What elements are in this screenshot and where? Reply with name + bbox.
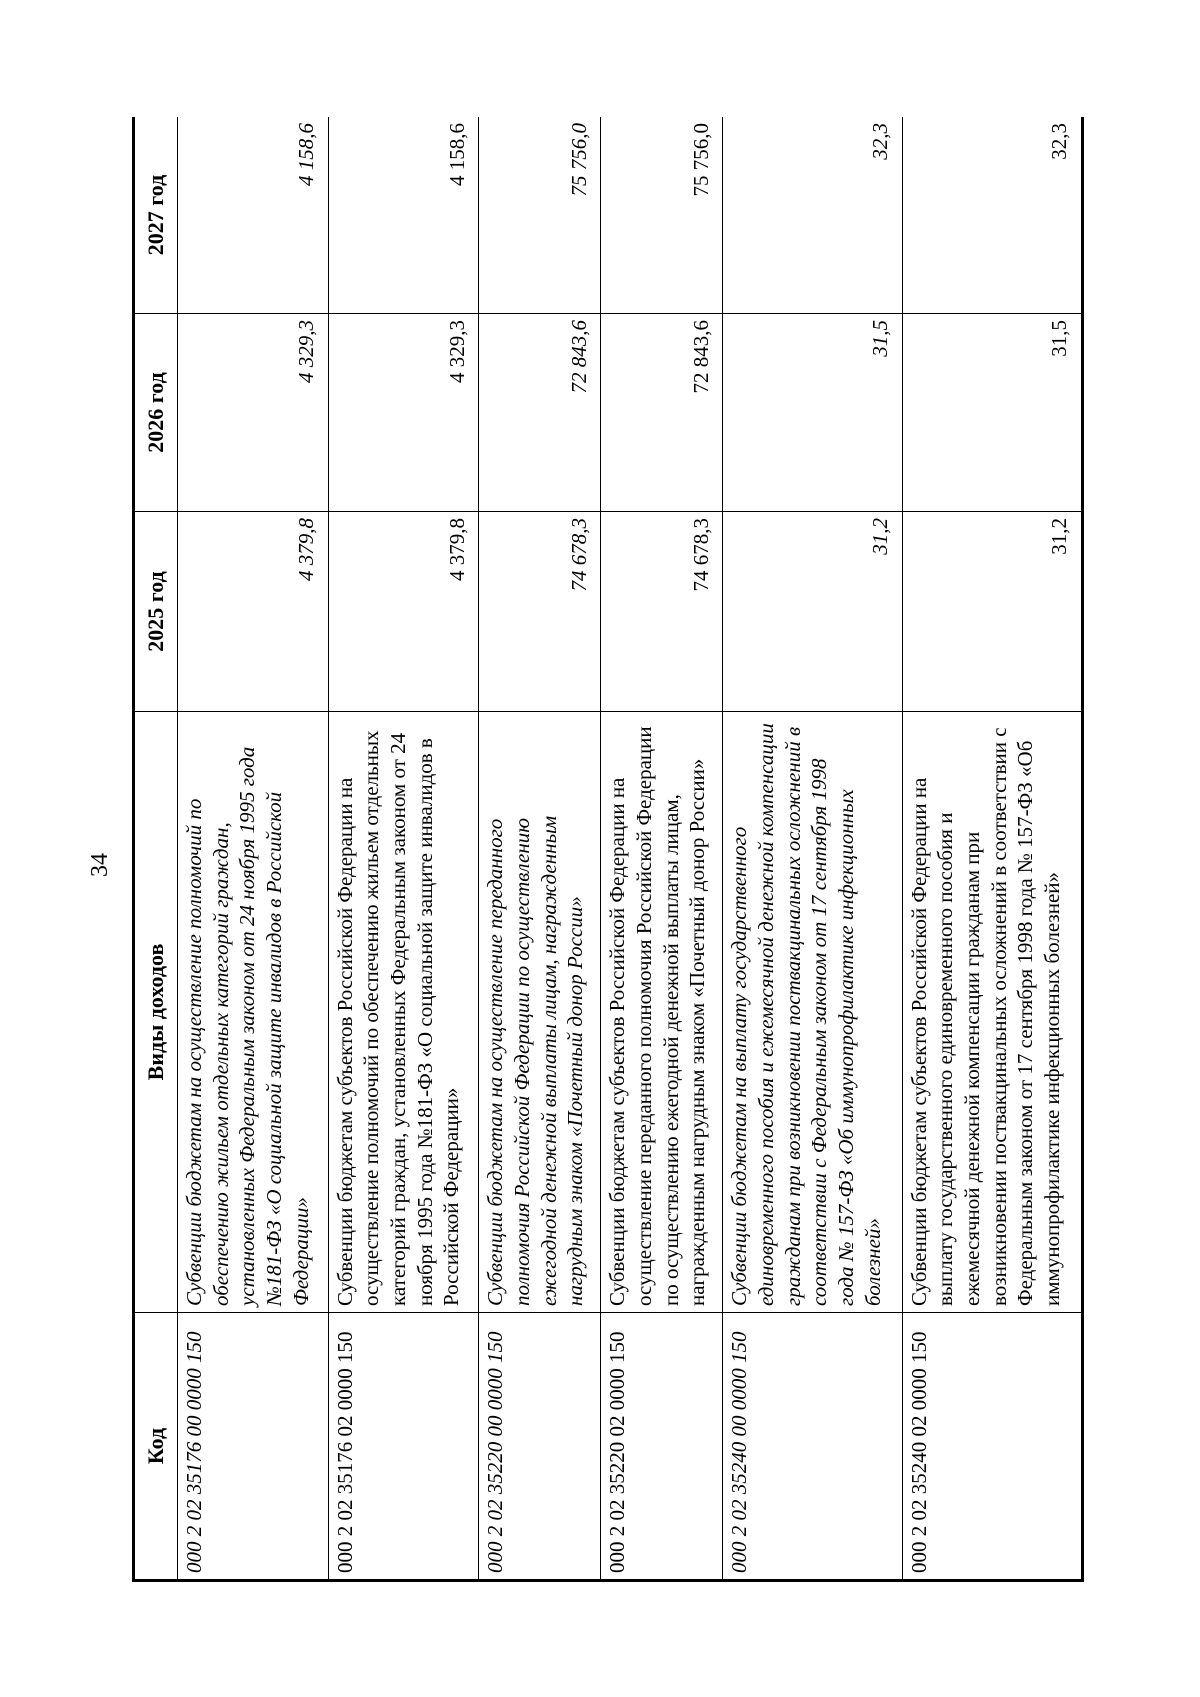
- row-code: 000 2 02 35176 02 0000 150: [328, 1313, 479, 1581]
- row-income-type: Субвенции бюджетам на осуществление переданного полномочия Российской Федерации по осуществлению ежегодной денежной выплаты лицам, награжденным нагрудным знаком «Почетный донор России»: [479, 712, 601, 1313]
- table-row: [723, 117, 902, 1581]
- table-row: [178, 117, 329, 1581]
- row-value-2026: 4 329,3: [328, 314, 479, 512]
- header-income-type: Виды доходов: [134, 712, 178, 1313]
- page-number: 34: [87, 853, 113, 877]
- table-row: [328, 117, 479, 1581]
- row-value-2025: 74 678,3: [479, 512, 601, 712]
- row-value-2026: 4 329,3: [178, 314, 329, 512]
- income-table: [132, 117, 1084, 1582]
- table-row: [902, 117, 1082, 1581]
- row-value-2026: 72 843,6: [601, 314, 723, 512]
- header-code: Код: [134, 1313, 178, 1581]
- row-value-2025: 31,2: [902, 512, 1082, 712]
- table-row: [601, 117, 723, 1581]
- row-code: 000 2 02 35240 02 0000 150: [902, 1313, 1082, 1581]
- row-income-type: Субвенции бюджетам на осуществление полномочий по обеспечению жильем отдельных категорий граждан, установленных Федеральным законом от 24 ноября 1995 года №181-ФЗ «О социальной защите инвалидов в Российской Федерации»: [178, 712, 329, 1313]
- row-code: 000 2 02 35220 02 0000 150: [601, 1313, 723, 1581]
- header-2027: 2027 год: [134, 117, 178, 314]
- row-value-2025: 4 379,8: [328, 512, 479, 712]
- header-2025: 2025 год: [134, 512, 178, 712]
- row-value-2027: 32,3: [902, 117, 1082, 314]
- row-value-2026: 72 843,6: [479, 314, 601, 512]
- row-income-type: Субвенции бюджетам на выплату государственного единовременного пособия и ежемесячной денежной компенсации гражданам при возникновении поствакцинальных осложнений в соответствии с Федеральным законом от 17 сентября 1998 года № 157-ФЗ «Об иммунопрофилактике инфекционных болезней»: [723, 712, 902, 1313]
- row-code: 000 2 02 35240 00 0000 150: [723, 1313, 902, 1581]
- row-value-2025: 31,2: [723, 512, 902, 712]
- row-value-2025: 4 379,8: [178, 512, 329, 712]
- row-value-2027: 32,3: [723, 117, 902, 314]
- row-income-type: Субвенции бюджетам субъектов Российской Федерации на осуществление переданного полномочия Российской Федерации по осуществлению ежегодной денежной выплаты лицам, награжденным нагрудным знаком «Почетный донор России»: [601, 712, 723, 1313]
- row-code: 000 2 02 35176 00 0000 150: [178, 1313, 329, 1581]
- rotated-table-frame: [132, 117, 1084, 1582]
- row-value-2026: 31,5: [723, 314, 902, 512]
- row-value-2027: 4 158,6: [328, 117, 479, 314]
- row-value-2027: 75 756,0: [479, 117, 601, 314]
- table-row: [479, 117, 601, 1581]
- rotated-table-container: [132, 117, 1084, 1582]
- row-value-2025: 74 678,3: [601, 512, 723, 712]
- row-income-type: Субвенции бюджетам субъектов Российской Федерации на выплату государственного единовременного пособия и ежемесячной денежной компенсации гражданам при возникновении поствакцинальных осложнений в соответствии с Федеральным законом от 17 сентября 1998 года № 157-ФЗ «Об иммунопрофилактике инфекционных болезней»: [902, 712, 1082, 1313]
- row-value-2026: 31,5: [902, 314, 1082, 512]
- row-value-2027: 4 158,6: [178, 117, 329, 314]
- row-code: 000 2 02 35220 00 0000 150: [479, 1313, 601, 1581]
- table-header-row: [134, 117, 178, 1581]
- row-income-type: Субвенции бюджетам субъектов Российской Федерации на осуществление полномочий по обеспечению жильем отдельных категорий граждан, установленных Федеральным законом от 24 ноября 1995 года №181-ФЗ «О социальной защите инвалидов в Российской Федерации»: [328, 712, 479, 1313]
- header-2026: 2026 год: [134, 314, 178, 512]
- row-value-2027: 75 756,0: [601, 117, 723, 314]
